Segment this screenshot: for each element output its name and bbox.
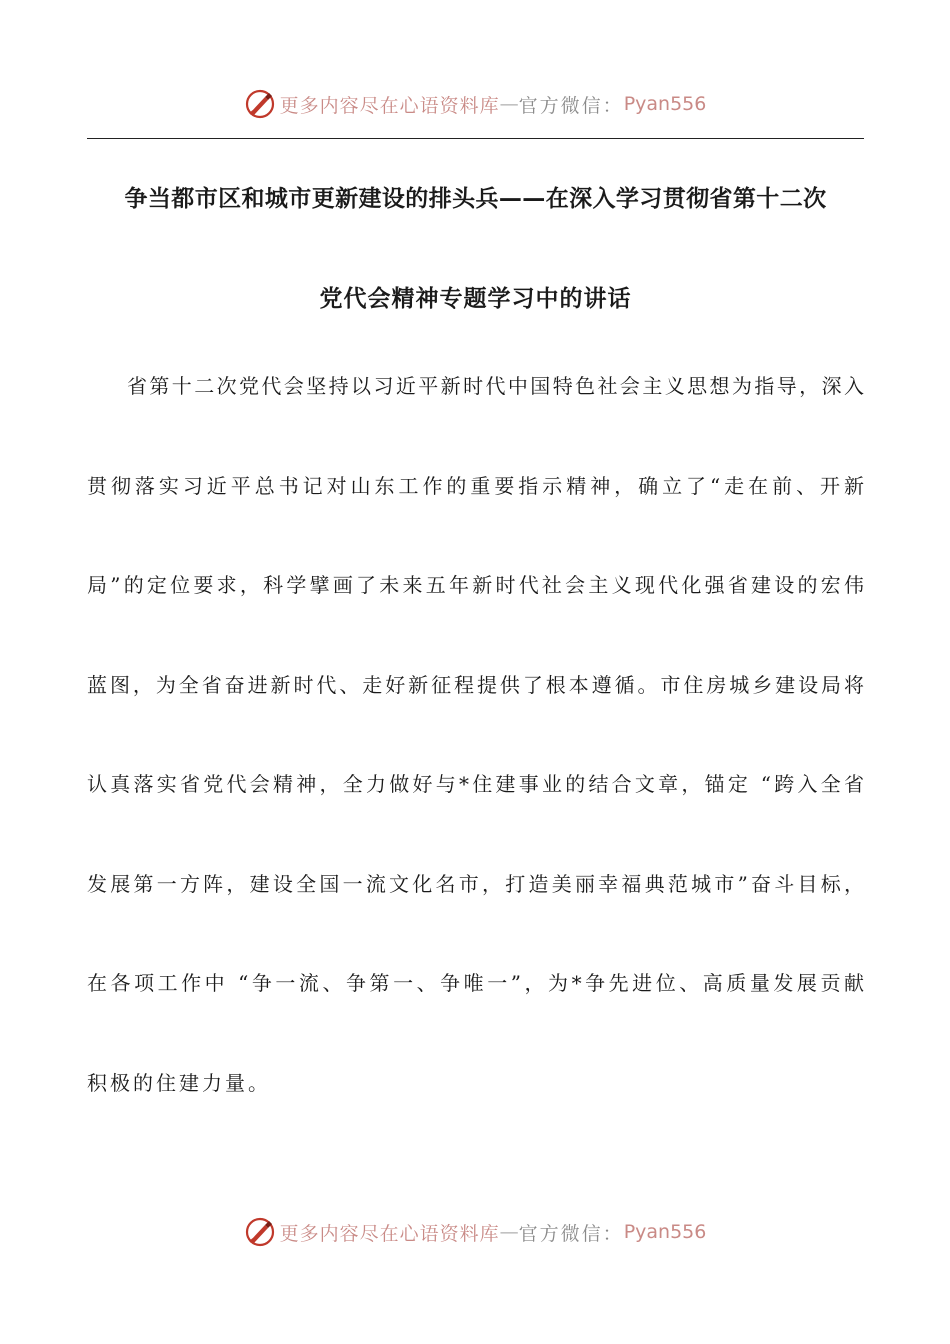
watermark-wechat-label: 官方微信： bbox=[518, 1222, 624, 1245]
document-title-line-2: 党代会精神专题学习中的讲话 bbox=[319, 286, 632, 312]
document-title-line-1: 争当都市区和城市更新建设的排头兵——在深入学习贯彻省第十二次 bbox=[124, 186, 827, 212]
header-watermark bbox=[0, 84, 950, 124]
paragraph-line: 在各项工作中 “争一流、争第一、争唯一”，为*争先进位、高质量发展贡献 bbox=[87, 971, 864, 995]
paragraph-line: 蓝图，为全省奋进新时代、走好新征程提供了根本遵循。市住房城乡建设局将 bbox=[87, 673, 864, 697]
watermark-account: Pyan556 bbox=[623, 93, 707, 115]
watermark-wechat-label: 官方微信： bbox=[518, 94, 624, 117]
footer-watermark bbox=[0, 1212, 950, 1252]
header-divider bbox=[87, 138, 864, 139]
watermark-dash: — bbox=[499, 93, 519, 115]
watermark-brand-text: 更多内容尽在心语资料库 bbox=[279, 1222, 500, 1245]
watermark-dash: — bbox=[499, 1221, 519, 1243]
paragraph-line: 发展第一方阵，建设全国一流文化名市，打造美丽幸福典范城市”奋斗目标， bbox=[87, 872, 864, 896]
brand-logo-icon bbox=[244, 88, 276, 120]
watermark-brand-text: 更多内容尽在心语资料库 bbox=[279, 94, 500, 117]
paragraph-line: 局”的定位要求，科学擘画了未来五年新时代社会主义现代化强省建设的宏伟 bbox=[87, 573, 864, 597]
paragraph-line: 省第十二次党代会坚持以习近平新时代中国特色社会主义思想为指导，深入 bbox=[127, 374, 864, 398]
paragraph-line: 贯彻落实习近平总书记对山东工作的重要指示精神，确立了“走在前、开新 bbox=[87, 474, 864, 498]
brand-logo-icon bbox=[244, 1216, 276, 1248]
paragraph-line: 认真落实省党代会精神，全力做好与*住建事业的结合文章，锚定 “跨入全省 bbox=[87, 772, 864, 796]
watermark-account: Pyan556 bbox=[623, 1221, 707, 1243]
paragraph-line: 积极的住建力量。 bbox=[87, 1071, 271, 1095]
